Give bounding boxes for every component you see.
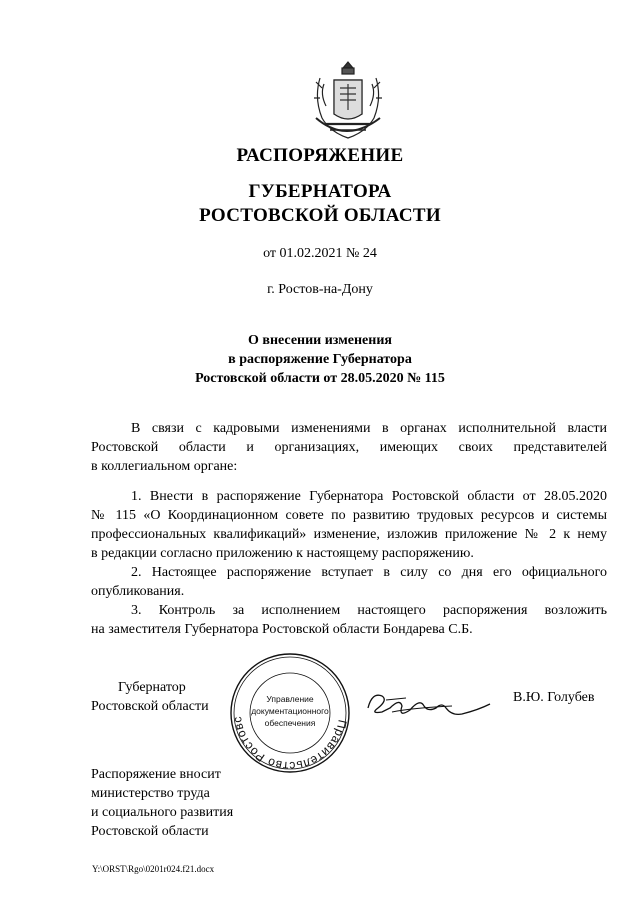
submitted-by-line-1: Распоряжение вносит xyxy=(91,767,221,782)
item-1-line-2: № 115 «О Координационном совете по развитию трудовых ресурсов и системы xyxy=(91,508,607,523)
signatory-position-line-2: Ростовской области xyxy=(91,699,209,714)
coat-of-arms-emblem xyxy=(306,58,390,142)
subject-line-2: в распоряжение Губернатора xyxy=(228,352,412,367)
order-items xyxy=(91,487,607,639)
subject-line-3: Ростовской области от 28.05.2020 № 115 xyxy=(195,371,445,386)
signatory-position-line-1: Губернатор xyxy=(118,680,186,695)
svg-text:Правительство Ростовской облас: Правительство Ростовс xyxy=(230,715,350,774)
preamble-line-1: В связи с кадровыми изменениями в органах исполнительной власти xyxy=(131,421,607,436)
submitted-by-line-2: министерство труда xyxy=(91,786,210,801)
item-2-line-2: опубликования. xyxy=(91,584,185,599)
svg-text:Управление: Управление xyxy=(266,694,314,704)
item-1-line-1: 1. Внести в распоряжение Губернатора Ростовской области от 28.05.2020 xyxy=(131,489,607,504)
preamble-paragraph xyxy=(91,419,607,476)
issuer-line-2: РОСТОВСКОЙ ОБЛАСТИ xyxy=(199,205,441,226)
submitted-by-block xyxy=(91,765,233,841)
issue-place: г. Ростов-на-Дону xyxy=(267,282,373,297)
official-seal xyxy=(229,652,351,774)
signatory-position xyxy=(91,678,209,716)
handwritten-signature xyxy=(362,678,502,728)
issuer-line-1: ГУБЕРНАТОРА xyxy=(248,181,392,202)
preamble-line-3: в коллегиальном органе: xyxy=(91,459,238,474)
item-3-line-2: на заместителя Губернатора Ростовской области Бондарева С.Б. xyxy=(91,622,473,637)
file-path: Y:\ORST\Rgo\0201r024.f21.docx xyxy=(92,864,215,874)
preamble-line-2: Ростовской области и организациях, имеющих своих представителей xyxy=(91,440,607,455)
subject-line-1: О внесении изменения xyxy=(248,333,392,348)
item-2-line-1: 2. Настоящее распоряжение вступает в силу со дня его официального xyxy=(131,565,607,580)
document-type-title: РАСПОРЯЖЕНИЕ xyxy=(236,145,404,166)
item-3-line-1: 3. Контроль за исполнением настоящего распоряжения возложить xyxy=(131,603,607,618)
svg-text:документационного: документационного xyxy=(251,706,329,716)
subject-heading xyxy=(0,331,640,388)
item-1-line-4: в редакции согласно приложению к настоящему распоряжению. xyxy=(91,546,474,561)
submitted-by-line-3: и социального развития xyxy=(91,805,234,820)
signatory-name: В.Ю. Голубев xyxy=(513,690,595,705)
item-1-line-3: профессиональных квалификаций» изменение, изложив приложение № 2 к нему xyxy=(91,527,607,542)
document-date-number: от 01.02.2021 № 24 xyxy=(263,246,377,261)
submitted-by-line-4: Ростовской области xyxy=(91,824,209,839)
svg-text:обеспечения: обеспечения xyxy=(264,718,316,728)
